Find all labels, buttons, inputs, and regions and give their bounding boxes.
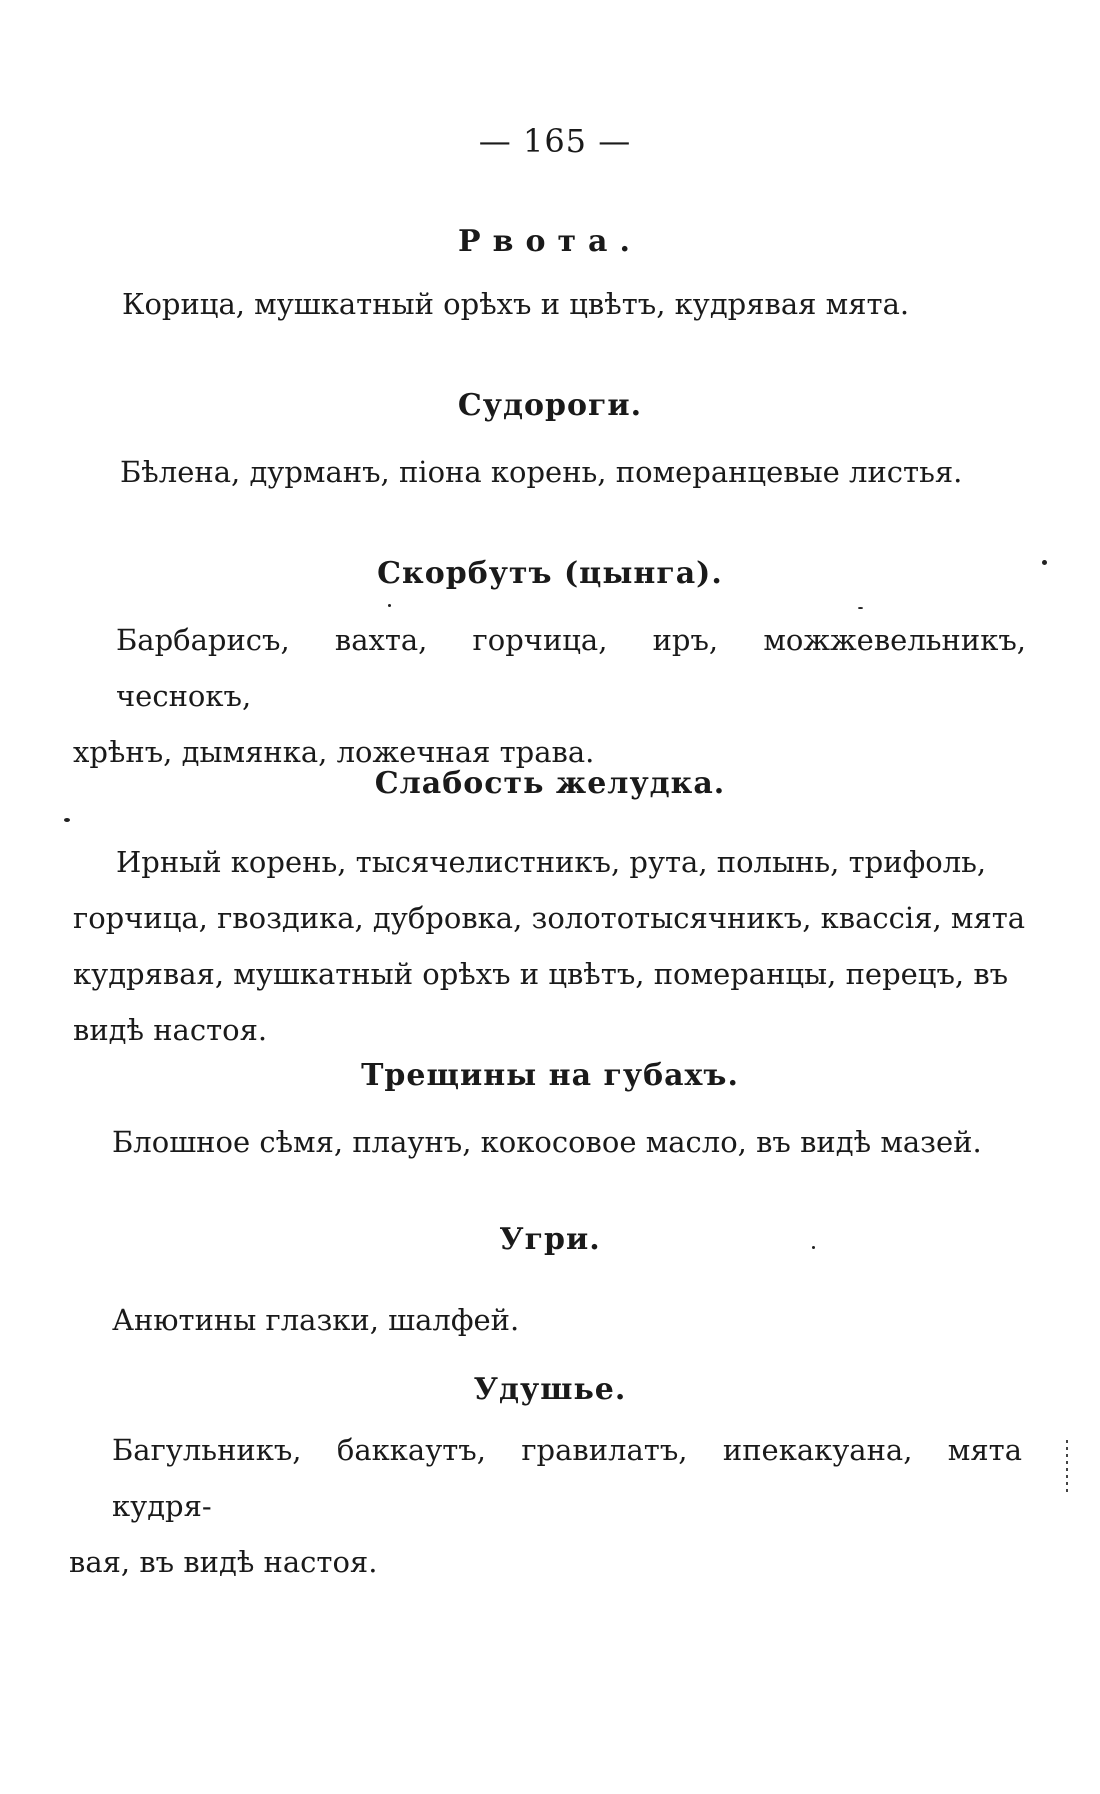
section-text-asthma: [69, 1422, 1022, 1590]
section-text-convulsions: [120, 444, 1030, 500]
scan-speck: [388, 604, 391, 607]
scan-speck: [64, 818, 70, 822]
text-line: видѣ настоя.: [73, 1013, 268, 1047]
text-line: Анютины глазки, шалфей.: [112, 1303, 520, 1337]
text-line: вая, въ видѣ настоя.: [69, 1545, 378, 1579]
text-line: Ирный корень, тысячелистникъ, рута, полынь, трифоль,: [116, 845, 987, 879]
text-line: кудрявая, мушкатный орѣхъ и цвѣтъ, померанцы, перецъ, въ: [73, 957, 1009, 991]
section-heading-asthma: Удушье.: [473, 1372, 627, 1407]
scan-speck: [858, 607, 863, 609]
section-heading-lip-cracks: Трещины на губахъ.: [361, 1058, 739, 1093]
section-heading-acne: Угри.: [499, 1222, 601, 1257]
section-text-stomach-weakness: [73, 834, 1026, 1058]
section-heading-stomach-weakness: Слабость желудка.: [374, 766, 726, 801]
section-heading-convulsions: Судороги.: [457, 388, 643, 423]
page-number: — 165 —: [478, 122, 632, 160]
section-text-vomiting: [122, 276, 1032, 332]
text-line: Бѣлена, дурманъ, піона корень, померанцевые листья.: [120, 455, 963, 489]
scan-speck: [1042, 560, 1047, 565]
text-line: Барбарисъ, вахта, горчица, иръ, можжевельникъ, чеснокъ,: [116, 623, 1026, 713]
text-line: Багульникъ, баккаутъ, гравилатъ, ипекакуана, мята кудря-: [112, 1433, 1022, 1523]
scan-speck: [812, 1246, 815, 1249]
text-line: Корица, мушкатный орѣхъ и цвѣтъ, кудрявая мята.: [122, 287, 910, 321]
section-heading-scurvy: Скорбутъ (цынга).: [377, 556, 723, 591]
section-text-acne: [112, 1292, 1022, 1348]
text-line: Блошное сѣмя, плаунъ, кокосовое масло, въ видѣ мазей.: [112, 1125, 982, 1159]
section-heading-vomiting: Рвота.: [458, 224, 642, 259]
section-text-lip-cracks: [112, 1114, 1022, 1170]
scan-speck: [1066, 1440, 1068, 1494]
text-line: горчица, гвоздика, дубровка, золототысячникъ, квассія, мята: [73, 901, 1026, 935]
text-line: хрѣнъ, дымянка, ложечная трава.: [73, 735, 595, 769]
section-text-scurvy: [73, 612, 1026, 780]
